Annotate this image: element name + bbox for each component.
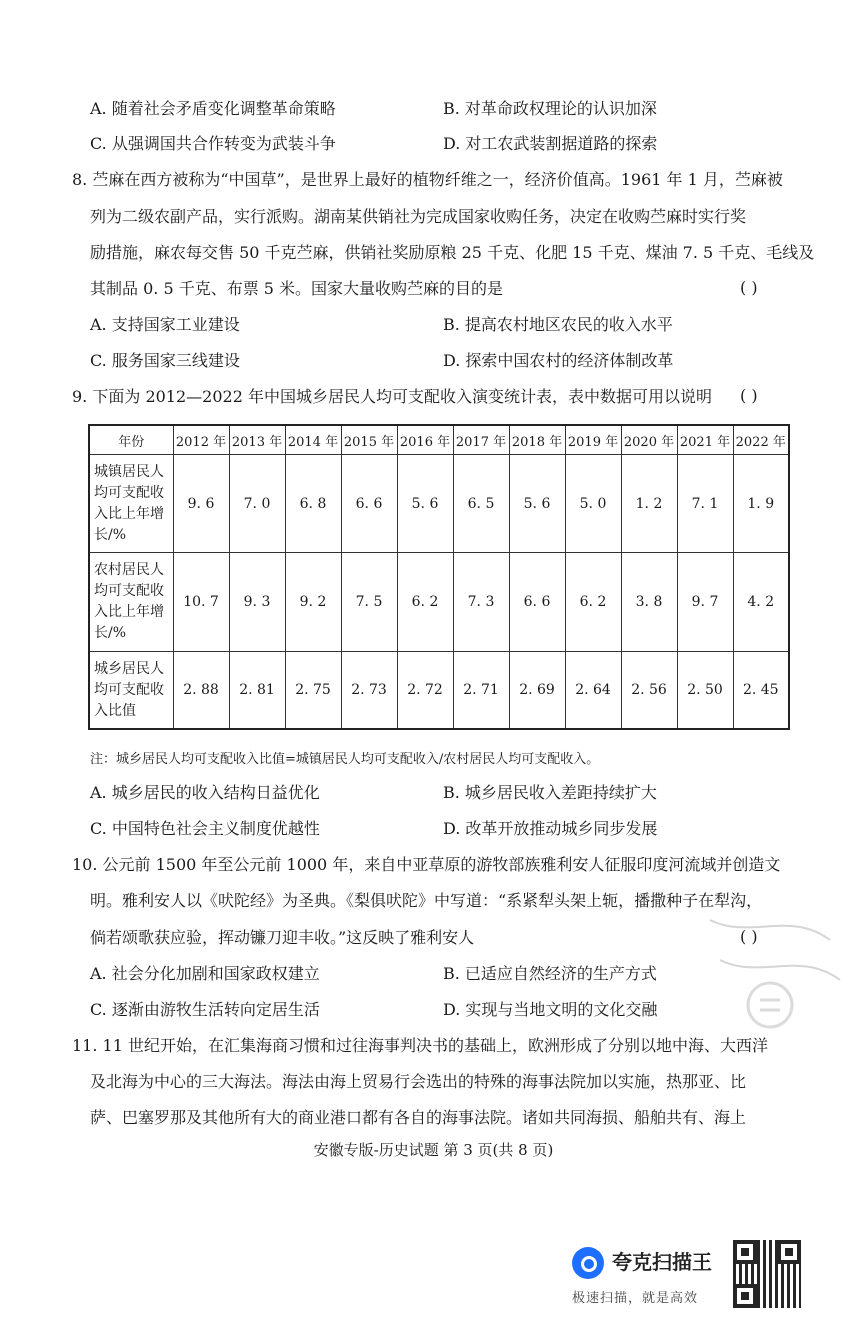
prev-option-c: C. 从强调国共合作转变为武装斗争 — [90, 134, 336, 153]
q8-option-c: C. 服务国家三线建设 — [90, 351, 240, 370]
q8-line-2: 列为二级农副产品，实行派购。湖南某供销社为完成国家收购任务，决定在收购苎麻时实行奖 — [90, 207, 747, 226]
table-header-cell: 年份 — [89, 425, 173, 455]
q10-line-1: 10. 公元前 1500 年至公元前 1000 年，来自中亚草原的游牧部族雅利安人征服印度河流域并创造文 — [72, 855, 781, 874]
table-cell: 1. 2 — [621, 455, 677, 553]
table-cell: 7. 5 — [341, 553, 397, 652]
q11-line-1: 11. 11 世纪开始，在汇集海商习惯和过往海事判决书的基础上，欧洲形成了分别以地中海、大西洋 — [72, 1036, 768, 1055]
q8-line-4: 其制品 0. 5 千克、布票 5 米。国家大量收购苎麻的目的是 — [90, 279, 504, 298]
table-cell: 6. 2 — [565, 553, 621, 652]
table-header-cell: 2019 年 — [565, 425, 621, 455]
table-cell: 5. 6 — [509, 455, 565, 553]
quark-logo-icon — [572, 1247, 604, 1279]
table-cell: 6. 2 — [397, 553, 453, 652]
table-cell: 7. 1 — [677, 455, 733, 553]
q10-option-b: B. 已适应自然经济的生产方式 — [443, 964, 657, 983]
prev-option-a: A. 随着社会矛盾变化调整革命策略 — [90, 99, 336, 118]
q9-option-b: B. 城乡居民收入差距持续扩大 — [443, 783, 657, 802]
table-header-cell: 2018 年 — [509, 425, 565, 455]
table-cell: 2. 45 — [733, 652, 789, 730]
q10-option-c: C. 逐渐由游牧生活转向定居生活 — [90, 1000, 320, 1019]
q8-option-b: B. 提高农村地区农民的收入水平 — [443, 315, 673, 334]
table-header-cell: 2012 年 — [173, 425, 229, 455]
table-row-rural-growth — [89, 553, 789, 652]
table-header-cell: 2016 年 — [397, 425, 453, 455]
q9-option-d: D. 改革开放推动城乡同步发展 — [443, 819, 658, 838]
table-header-cell: 2022 年 — [733, 425, 789, 455]
scan-watermark-icon — [690, 900, 850, 1050]
table-cell: 2. 50 — [677, 652, 733, 730]
table-cell: 2. 73 — [341, 652, 397, 730]
brand-name: 夸克扫描王 — [612, 1250, 712, 1274]
q9-option-c: C. 中国特色社会主义制度优越性 — [90, 819, 320, 838]
row-label: 城镇居民人均可支配收入比上年增长/% — [89, 455, 173, 553]
qr-code-icon — [733, 1240, 801, 1308]
table-cell: 5. 0 — [565, 455, 621, 553]
q8-line-1: 8. 苎麻在西方被称为“中国草”，是世界上最好的植物纤维之一，经济价值高。1961 年 1 月，苎麻被 — [72, 170, 783, 189]
table-cell: 6. 8 — [285, 455, 341, 553]
table-note: 注：城乡居民人均可支配收入比值=城镇居民人均可支配收入/农村居民人均可支配收入。 — [90, 752, 600, 767]
table-cell: 2. 56 — [621, 652, 677, 730]
table-cell: 9. 3 — [229, 553, 285, 652]
scanner-brand — [570, 1243, 730, 1313]
q10-option-a: A. 社会分化加剧和国家政权建立 — [90, 964, 320, 983]
q8-line-3: 励措施，麻农每交售 50 千克苎麻，供销社奖励原粮 25 千克、化肥 15 千克、煤油 7. 5 千克、毛线及 — [90, 243, 815, 262]
q9-option-a: A. 城乡居民的收入结构日益优化 — [90, 783, 320, 802]
q8-answer-paren: ( ) — [740, 278, 758, 297]
table-cell: 6. 6 — [341, 455, 397, 553]
table-cell: 4. 2 — [733, 553, 789, 652]
income-table — [88, 424, 790, 730]
table-row-ratio — [89, 652, 789, 730]
table-cell: 2. 72 — [397, 652, 453, 730]
table-cell: 2. 69 — [509, 652, 565, 730]
table-cell: 7. 0 — [229, 455, 285, 553]
table-header-cell: 2013 年 — [229, 425, 285, 455]
q10-answer-paren: ( ) — [740, 927, 758, 946]
table-cell: 6. 6 — [509, 553, 565, 652]
row-label: 城乡居民人均可支配收入比值 — [89, 652, 173, 730]
q10-line-3: 倘若颂歌获应验，挥动镰刀迎丰收。”这反映了雅利安人 — [90, 928, 475, 947]
prev-option-d: D. 对工农武装割据道路的探索 — [443, 134, 658, 153]
q8-option-a: A. 支持国家工业建设 — [90, 315, 240, 334]
table-header-cell: 2015 年 — [341, 425, 397, 455]
table-cell: 9. 7 — [677, 553, 733, 652]
table-row-urban-growth — [89, 455, 789, 553]
table-cell: 3. 8 — [621, 553, 677, 652]
table-header-cell: 2021 年 — [677, 425, 733, 455]
q8-option-d: D. 探索中国农村的经济体制改革 — [443, 351, 674, 370]
table-cell: 6. 5 — [453, 455, 509, 553]
table-header-cell: 2017 年 — [453, 425, 509, 455]
table-header-row — [89, 425, 789, 455]
table-cell: 9. 6 — [173, 455, 229, 553]
table-cell: 2. 88 — [173, 652, 229, 730]
table-cell: 9. 2 — [285, 553, 341, 652]
table-cell: 2. 71 — [453, 652, 509, 730]
page-footer: 安徽专版-历史试题 第 3 页(共 8 页) — [313, 1141, 554, 1159]
q11-line-2: 及北海为中心的三大海法。海法由海上贸易行会选出的特殊的海事法院加以实施，热那亚、比 — [90, 1072, 747, 1091]
q9-answer-paren: ( ) — [740, 386, 758, 405]
table-cell: 1. 9 — [733, 455, 789, 553]
q10-option-d: D. 实现与当地文明的文化交融 — [443, 1000, 658, 1019]
table-cell: 10. 7 — [173, 553, 229, 652]
brand-slogan: 极速扫描，就是高效 — [572, 1291, 699, 1306]
row-label: 农村居民人均可支配收入比上年增长/% — [89, 553, 173, 652]
q11-line-3: 萨、巴塞罗那及其他所有大的商业港口都有各自的海事法院。诸如共同海损、船舶共有、海上 — [90, 1108, 747, 1127]
q9-stem: 9. 下面为 2012—2022 年中国城乡居民人均可支配收入演变统计表，表中数据可用以说明 — [72, 387, 712, 406]
q10-line-2: 明。雅利安人以《吠陀经》为圣典。《梨俱吠陀》中写道：“系紧犁头架上轭，播撒种子在犁沟， — [90, 891, 763, 910]
table-cell: 5. 6 — [397, 455, 453, 553]
table-cell: 7. 3 — [453, 553, 509, 652]
prev-option-b: B. 对革命政权理论的认识加深 — [443, 99, 657, 118]
table-cell: 2. 64 — [565, 652, 621, 730]
table-cell: 2. 81 — [229, 652, 285, 730]
table-header-cell: 2020 年 — [621, 425, 677, 455]
table-cell: 2. 75 — [285, 652, 341, 730]
table-header-cell: 2014 年 — [285, 425, 341, 455]
